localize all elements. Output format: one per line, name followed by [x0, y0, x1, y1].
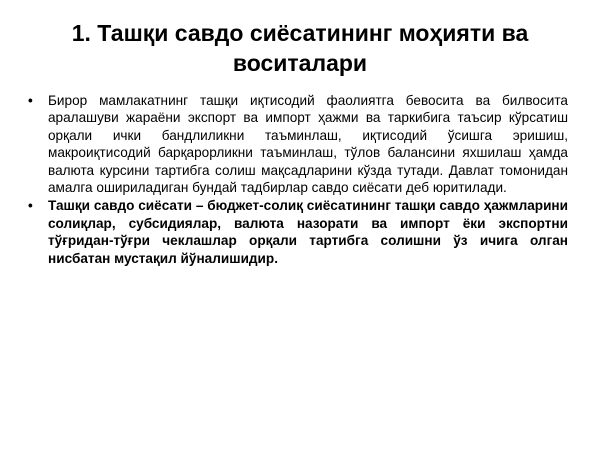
bullet-list [28, 92, 568, 268]
bullet-item-2 [28, 197, 568, 267]
bullet-text: Ташқи савдо сиёсати – бюджет-солиқ сиёсатининг ташқи савдо ҳажмларини солиқлар, субсидиялар, валюта назорати ва импорт ёки экспортни тўғридан-тўғри чеклашлар орқали тартибга солишни ўз ичига олган нисбатан мустақил йўналишидир. [48, 198, 568, 266]
slide-title: 1. Ташқи савдо сиёсатининг моҳияти ва воситалари [71, 20, 529, 76]
bullet-text: Бирор мамлакатнинг ташқи иқтисодий фаолиятга бевосита ва билвосита аралашуви жараёни экспорт ва импорт ҳажми ва таркибига таъсир кўрсатиш орқали ички бандлиликни таъминлаш, иқтисодий ўсишга эришиш, макроиқтисодий барқарорликни таъминлаш, тўлов балансини яхшилаш ҳамда валюта курсини тартибга солиш мақсадларини кўзда тутади. Давлат томонидан амалга ошириладиган бундай тадбирлар савдо сиёсати деб юритилади. [48, 93, 568, 196]
bullet-marker: • [28, 198, 33, 214]
bullet-item-1 [28, 92, 568, 196]
bullet-marker: • [28, 93, 33, 108]
